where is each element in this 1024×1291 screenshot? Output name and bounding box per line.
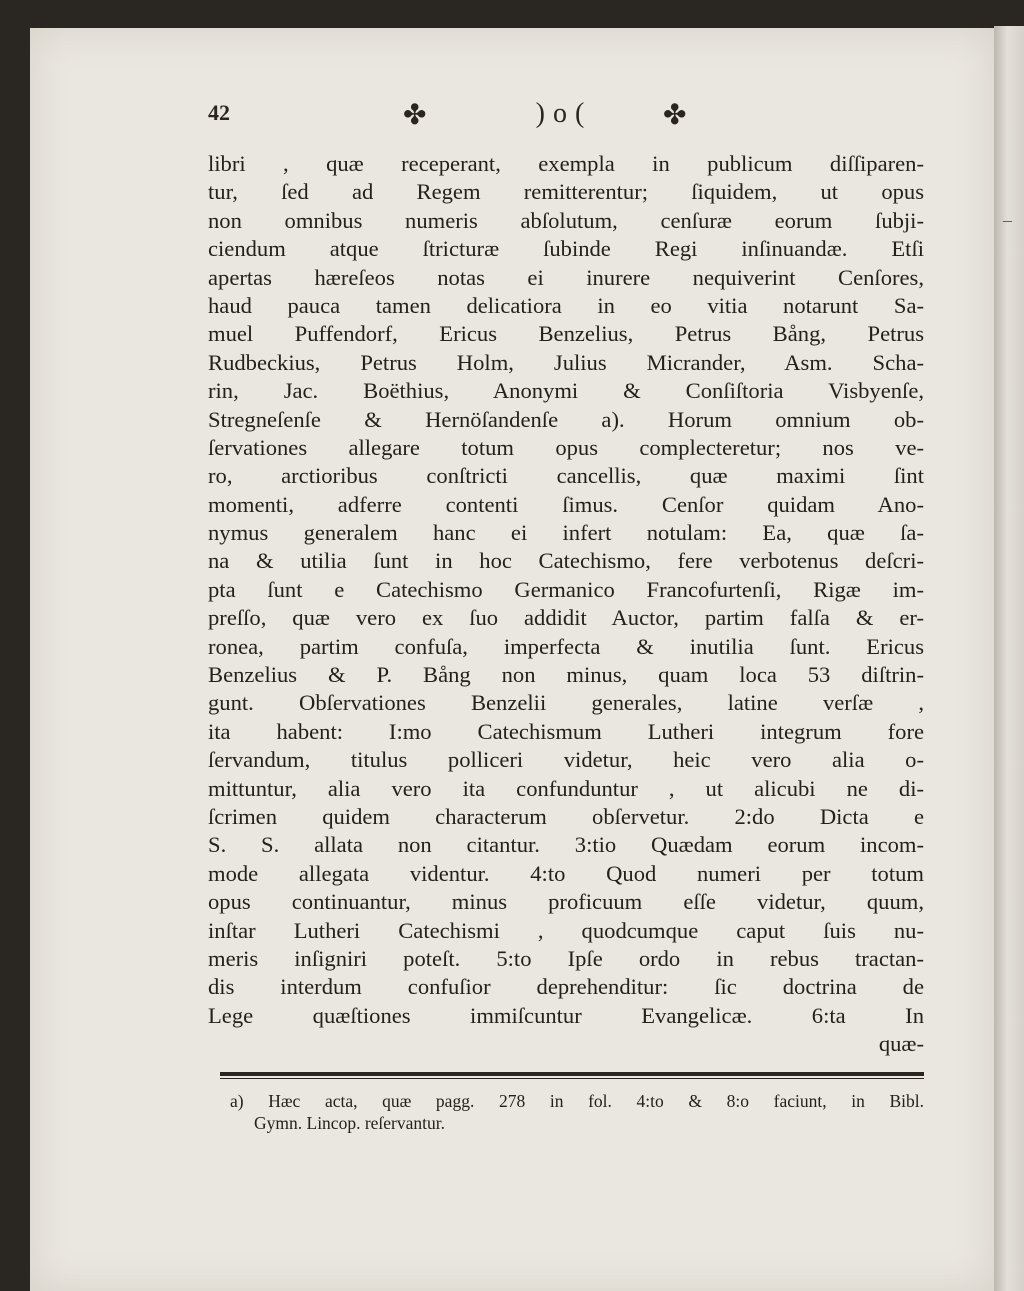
text-line: ſervationes allegare totum opus complecteretur; nos ve- — [208, 434, 924, 460]
text-line: libri , quæ receperant, exempla in publicum diſſiparen- — [208, 151, 924, 176]
footnote-line: a) Hæc acta, quæ pagg. 278 in fol. 4:to & 8:o faciunt, in Bibl. — [230, 1091, 924, 1111]
footnote-rule — [220, 1072, 924, 1076]
text-line: ſcrimen quidem characterum obſervetur. 2:do Dicta e — [208, 803, 924, 829]
body-text — [208, 150, 924, 1059]
text-line: dis interdum confuſior deprehenditur: ſic doctrina de — [208, 974, 924, 1000]
text-line: Rudbeckius, Petrus Holm, Julius Micrander, Asm. Scha- — [208, 349, 924, 375]
catchword: quæ- — [878, 1031, 924, 1057]
text-line: opus continuantur, minus proficuum eſſe videtur, quum, — [208, 889, 924, 915]
page-number: 42 — [208, 100, 230, 125]
text-line: ro, arctioribus conſtricti cancellis, quæ maximi ſint — [208, 463, 924, 489]
fleuron-left-icon: ✤ — [403, 100, 427, 131]
text-line: inſtar Lutheri Catechismi , quodcumque caput ſuis nu- — [208, 917, 924, 943]
text-line: na & utilia ſunt in hoc Catechismo, fere verbotenus deſcri- — [208, 548, 924, 574]
text-line: momenti, adferre contenti ſimus. Cenſor quidam Ano- — [208, 491, 924, 517]
text-line: S. S. allata non citantur. 3:tio Quædam eorum incom- — [208, 832, 924, 858]
text-line: rin, Jac. Boëthius, Anonymi & Conſiſtoria Visbyenſe, — [208, 378, 924, 404]
text-line: mode allegata videntur. 4:to Quod numeri per totum — [208, 860, 924, 886]
edge-mark: – — [1003, 210, 1012, 230]
text-line: non omnibus numeris abſolutum, cenſuræ eorum ſubji- — [208, 207, 924, 233]
text-line: ſervandum, titulus polliceri videtur, heic vero alia o- — [208, 747, 924, 773]
text-line: ronea, partim confuſa, imperfecta & inutilia ſunt. Ericus — [208, 633, 924, 659]
fleuron-right-icon: ✤ — [663, 100, 687, 131]
text-line: meris inſigniri poteſt. 5:to Ipſe ordo in rebus tractan- — [208, 945, 924, 971]
text-line: haud pauca tamen delicatiora in eo vitia notarunt Sa- — [208, 292, 924, 318]
text-line: mittuntur, alia vero ita confunduntur , ut alicubi ne di- — [208, 775, 924, 801]
running-header — [208, 98, 924, 138]
footnote — [230, 1090, 924, 1134]
text-line: ita habent: I:mo Catechismum Lutheri integrum fore — [208, 718, 924, 744]
text-line: gunt. Obſervationes Benzelii generales, latine verſæ , — [208, 690, 924, 716]
text-line: nymus generalem hanc ei infert notulam: Ea, quæ ſa- — [208, 520, 924, 546]
text-line: apertas hæreſeos notas ei inurere nequiverint Cenſores, — [208, 264, 924, 290]
text-line: Benzelius & P. Bång non minus, quam loca 53 diſtrin- — [208, 662, 924, 688]
text-line: Stregneſenſe & Hernöſandenſe a). Horum omnium ob- — [208, 406, 924, 432]
text-line: preſſo, quæ vero ex ſuo addidit Auctor, partim falſa & er- — [208, 605, 924, 631]
footnote-line: Gymn. Lincop. reſervantur. — [254, 1113, 445, 1133]
text-line: Lege quæſtiones immiſcuntur Evangelicæ. 6:ta In — [208, 1002, 924, 1028]
text-line: muel Puffendorf, Ericus Benzelius, Petrus Bång, Petrus — [208, 321, 924, 347]
text-line: ciendum atque ſtricturæ ſubinde Regi inſinuandæ. Etſi — [208, 236, 924, 262]
header-mark: )o( — [535, 98, 593, 129]
footnote-rule-thin — [220, 1078, 924, 1079]
text-line: tur, ſed ad Regem remitterentur; ſiquidem, ut opus — [208, 179, 924, 205]
text-line: pta ſunt e Catechismo Germanico Francofurtenſi, Rigæ im- — [208, 576, 924, 602]
